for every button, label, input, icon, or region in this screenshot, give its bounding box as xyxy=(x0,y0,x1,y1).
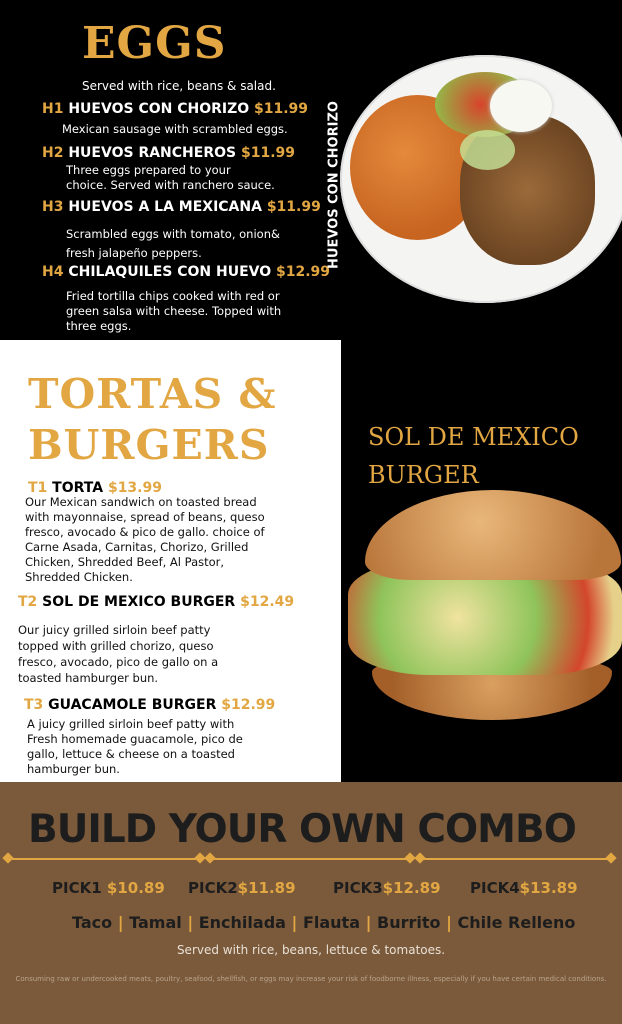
title-line: TORTAS & xyxy=(28,370,277,418)
item-name: SOL DE MEXICO BURGER xyxy=(42,594,236,610)
item-price: $11.99 xyxy=(254,101,309,117)
option-burrito: Burrito xyxy=(377,913,441,932)
health-warning: Consuming raw or undercooked meats, poultry, seafood, shellfish, or eggs may increase your risk of foodborne illness, especially if you have certain medical conditions. xyxy=(15,975,607,983)
combo-served-note: Served with rice, beans, lettuce & tomatoes. xyxy=(176,943,446,957)
desc-line: toasted hamburger bun. xyxy=(18,671,159,685)
item-description xyxy=(66,289,281,334)
combo-options xyxy=(72,913,575,932)
desc-line: Chicken, Shredded Beef, Al Pastor, xyxy=(25,555,225,569)
pick-label: PICK1 xyxy=(52,879,102,897)
item-name: CHILAQUILES CON HUEVO xyxy=(68,264,272,280)
pick-price: $11.89 xyxy=(237,879,296,897)
item-description xyxy=(25,495,265,585)
menu-item-t1 xyxy=(28,480,162,496)
title-line: SOL DE MEXICO xyxy=(368,423,579,451)
desc-line: Our Mexican sandwich on toasted bread xyxy=(25,495,257,509)
item-price: $12.49 xyxy=(240,594,295,610)
burger-feature-title xyxy=(368,418,579,494)
desc-line: Three eggs prepared to your xyxy=(66,163,231,177)
item-code: T3 xyxy=(24,697,44,713)
item-price: $13.99 xyxy=(107,480,162,496)
eggs-title: EGGS xyxy=(82,18,227,69)
photo-label-text: HUEVOS CON CHORIZO xyxy=(326,101,342,269)
desc-line: Carne Asada, Carnitas, Chorizo, Grilled xyxy=(25,540,249,554)
desc-line: gallo, lettuce & cheese on a toasted xyxy=(27,747,235,761)
desc-line: fresh jalapeño peppers. xyxy=(66,246,202,260)
item-code: T2 xyxy=(18,594,38,610)
menu-item-t2 xyxy=(18,594,294,610)
combo-title: BUILD YOUR OWN COMBO xyxy=(28,807,576,852)
item-code: H1 xyxy=(42,101,64,117)
pick-label: PICK3 xyxy=(333,879,383,897)
desc-line: green salsa with cheese. Topped with xyxy=(66,304,282,318)
pick-price: $12.89 xyxy=(382,879,441,897)
menu-item-h1 xyxy=(42,101,308,117)
desc-line: topped with grilled chorizo, queso xyxy=(18,639,214,653)
divider-line xyxy=(212,858,410,860)
item-name: HUEVOS CON CHORIZO xyxy=(68,101,250,117)
sour-cream-photo xyxy=(490,80,552,132)
menu-item-t3 xyxy=(24,697,275,713)
desc-line: fresco, avocado & pico de gallo. choice of xyxy=(25,525,265,539)
photo-label xyxy=(324,90,344,280)
item-description xyxy=(66,163,275,193)
divider-diamond xyxy=(204,852,215,863)
item-name: TORTA xyxy=(52,480,104,496)
desc-line: Fresh homemade guacamole, pico de xyxy=(27,732,243,746)
desc-line: A juicy grilled sirloin beef patty with xyxy=(27,717,235,731)
item-code: H2 xyxy=(42,145,64,161)
burger-bun-top-photo xyxy=(365,490,621,580)
option-taco: Taco xyxy=(72,913,113,932)
divider-diamond xyxy=(414,852,425,863)
menu-item-h4 xyxy=(42,264,330,280)
pick-2 xyxy=(188,879,296,897)
divider-line xyxy=(422,858,612,860)
option-separator: | xyxy=(446,913,452,932)
desc-line: three eggs. xyxy=(66,319,132,333)
item-description xyxy=(18,622,218,686)
pick-price: $10.89 xyxy=(106,879,165,897)
desc-line: Shredded Chicken. xyxy=(25,570,133,584)
divider-diamond xyxy=(2,852,13,863)
desc-line: Scrambled eggs with tomato, onion& xyxy=(66,227,280,241)
pick-3 xyxy=(333,879,441,897)
item-code: H4 xyxy=(42,264,64,280)
pick-label: PICK4 xyxy=(470,879,520,897)
item-price: $12.99 xyxy=(221,697,276,713)
divider-line xyxy=(10,858,200,860)
option-separator: | xyxy=(365,913,372,932)
item-price: $11.99 xyxy=(240,145,295,161)
item-code: H3 xyxy=(42,199,64,215)
pick-4 xyxy=(470,879,578,897)
item-name: GUACAMOLE BURGER xyxy=(48,697,217,713)
option-enchilada: Enchilada xyxy=(198,913,286,932)
lettuce-photo xyxy=(460,130,515,170)
option-separator: | xyxy=(291,913,298,932)
pick-label: PICK2 xyxy=(188,879,238,897)
eggs-section xyxy=(0,0,622,340)
menu-item-h3 xyxy=(42,199,321,215)
divider-diamond xyxy=(605,852,616,863)
item-description xyxy=(62,122,288,137)
pick-1 xyxy=(52,879,165,897)
desc-line: hamburger bun. xyxy=(27,762,120,776)
desc-line: choice. Served with ranchero sauce. xyxy=(66,178,275,192)
item-price: $12.99 xyxy=(276,264,331,280)
desc-line: fresco, avocado, pico de gallo on a xyxy=(18,655,219,669)
item-description xyxy=(27,717,243,777)
item-price: $11.99 xyxy=(266,199,321,215)
title-line: BURGERS xyxy=(28,421,270,469)
combo-section xyxy=(0,782,622,1024)
item-code: T1 xyxy=(28,480,48,496)
pick-price: $13.89 xyxy=(519,879,578,897)
item-name: HUEVOS RANCHEROS xyxy=(68,145,237,161)
item-name: HUEVOS A LA MEXICANA xyxy=(68,199,262,215)
desc-line: Fried tortilla chips cooked with red or xyxy=(66,289,280,303)
tortas-title xyxy=(28,369,277,471)
option-separator: | xyxy=(187,913,194,932)
option-chile-relleno: Chile Relleno xyxy=(457,913,576,932)
menu-item-h2 xyxy=(42,145,295,161)
desc-line: with mayonnaise, spread of beans, queso xyxy=(25,510,265,524)
item-description xyxy=(66,225,280,263)
desc-line: Our juicy grilled sirloin beef patty xyxy=(18,623,211,637)
desc-line: Mexican sausage with scrambled eggs. xyxy=(62,122,288,136)
tortas-section xyxy=(0,340,341,782)
option-flauta: Flauta xyxy=(302,913,360,932)
title-line: BURGER xyxy=(368,461,479,489)
eggs-subtitle: Served with rice, beans & salad. xyxy=(82,79,276,93)
option-separator: | xyxy=(117,913,124,932)
option-tamal: Tamal xyxy=(129,913,182,932)
